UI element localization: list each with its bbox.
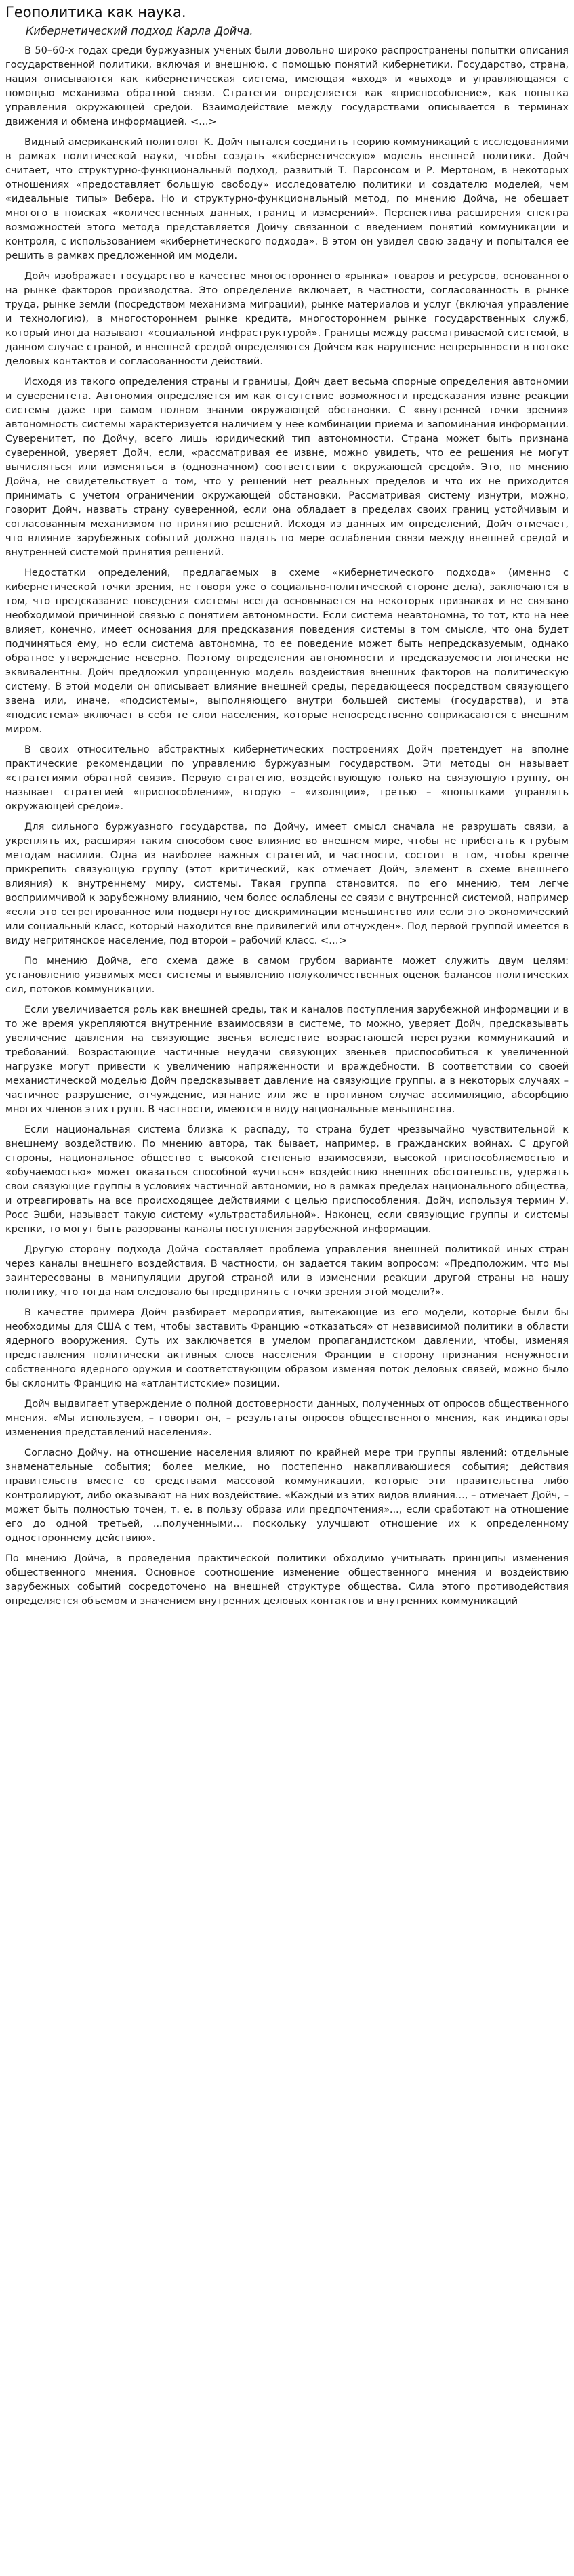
paragraph: По мнению Дойча, в проведения практической политики обходимо учитывать принципы изменения общественного мнения. Основное соотношение изменение общественного мнения и воздействию зарубежных событий сосредоточено на внешней структуре общества. Сила этого противодействия определяется объемом и значением внутренних деловых контактов и внутренних коммуникаций [5,1553,569,1607]
paragraph: В качестве примера Дойч разбирает мероприятия, вытекающие из его модели, которые были бы необходимы для США с тем, чтобы заставить Францию «отказаться» от независимой политики в области ядерного вооружения. Суть их заключается в умелом пропагандистском давлении, чтобы, изменяя представления политически активных слоев населения Франции в сторону признания ненужности собственного ядерного оружия и соответствующим образом изменяя поток деловых связей, можно было бы склонить Францию на «атлантистские» позиции. [5,1307,569,1389]
article-subtitle: Кибернетический подход Карла Дойча. [26,24,253,37]
paragraph: Дойч выдвигает утверждение о полной достоверности данных, полученных от опросов общественного мнения. «Мы используем, – говорит он, – результаты опросов общественного мнения, как индикаторы изменения представлений населения». [5,1399,569,1438]
paragraph: По мнению Дойча, его схема даже в самом грубом варианте может служить двум целям: установлению уязвимых мест системы и выявлению полуколичественных оценок балансов политических сил, потоков коммуникации. [5,956,569,995]
paragraph: Если увеличивается роль как внешней среды, так и каналов поступления зарубежной информации и в то же время укрепляются внутренние взаимосвязи в системе, то можно, уверяет Дойч, предсказывать увеличение давления на связующие звенья вследствие возрастающей перегрузки коммуникаций и требований. Возрастающие частичные неудачи связующих звеньев приспособиться к увеличенной нагрузке могут привести к увеличению напряженности и враждебности. В соответствии со своей механистической моделью Дойч предсказывает давление на связующие группы, а в некоторых случаях – частичное разрушение, отчуждение, изгнание или же в противном случае ассимиляцию, абсорбцию многих членов этих групп. В частности, имеются в виду национальные меньшинства. [5,1005,569,1115]
paragraph: Другую сторону подхода Дойча составляет проблема управления внешней политикой иных стран через каналы внешнего воздействия. В частности, он задается таким вопросом: «Предположим, что мы заинтересованы в манипуляции другой страной или в изменении реакции другой страны на нашу политику, что тогда нам следовало бы предпринять с точки зрения этой модели?». [5,1244,569,1298]
paragraph: Если национальная система близка к распаду, то страна будет чрезвычайно чувствительной к внешнему воздействию. По мнению автора, так бывает, например, в гражданских войнах. С другой стороны, национальное общество с высокой степенью взаимосвязи, высокой приспособляемостью и «обучаемостью» может оказаться способной «учиться» воздействию внешних обстоятельств, удержать свои связующие группы в условиях частичной автономии, но в рамках пределах национального общества, и отреагировать на все происходящее действиями с целью приспособления. Дойч, используя термин У. Росс Эшби, называет такую систему «ультрастабильной». Наконец, если связующие группы и системы крепки, то могут быть разорваны каналы поступления зарубежной информации. [5,1124,569,1235]
paragraph: В 50–60-х годах среди буржуазных ученых были довольно широко распространены попытки описания государственной политики, включая и внешнюю, с помощью понятий кибернетики. Государство, страна, нация описываются как кибернетическая система, имеющая «вход» и «выход» и управляющаяся с помощью механизма обратной связи. Стратегия определяется как «приспособление», как попытка управления окружающей средой. Взаимодействие между государствами описывается в терминах движения и обмена информацией. <…> [5,45,569,127]
paragraph: Видный американский политолог К. Дойч пытался соединить теорию коммуникаций с исследованиями в рамках политической науки, чтобы создать «кибернетическую» модель внешней политики. Дойч считает, что структурно-функциональный подход, развитый Т. Парсонсом и Р. Мертоном, в некоторых отношениях «предоставляет большую свободу» исследователю политики и создателю моделей, чем «идеальные типы» Вебера. Но и структурно-функциональный метод, по мнению Дойча, не обещает многого в поисках «количественных данных, границ и измерений». Перспектива расширения спектра возможностей этого метода представляется Дойчу связанной с введением понятий коммуникации и контроля, с использованием «кибернетического подхода». В этом он увидел свою задачу и попытался ее решить в рамках предложенной им модели. [5,137,569,261]
paragraph: Согласно Дойчу, на отношение населения влияют по крайней мере три группы явлений: отдельные знаменательные события; более мелкие, но постепенно накапливающиеся события; действия правительств вместе со средствами массовой коммуникации, которые эти правительства либо контролируют, либо оказывают на них воздействие. «Каждый из этих видов влияния..., – отмечает Дойч, – может быть полностью точен, т. е. в пользу образа или предпочтения»..., если сработают на отношение его до одной третьей, ...полученными... поскольку улучшают отношение их к определенному одностороннему действию». [5,1448,569,1544]
paragraph: Недостатки определений, предлагаемых в схеме «кибернетического подхода» (именно с кибернетической точки зрения, не говоря уже о социально-политической стороне дела), заключаются в том, что предсказание поведения системы всегда основывается на некоторых признаках и не связано необходимой причинной связью с понятием автономности. Если система неавтономна, то тот, кто на нее влияет, конечно, имеет основания для предсказания поведения системы в том смысле, что она будет подчиняться ему, но если система автономна, то ее поведение может быть непредсказуемым, однако обратное утверждение неверно. Поэтому определения автономности и предсказуемости логически не эквивалентны. Дойч предложил упрощенную модель воздействия внешних факторов на политическую систему. В этой модели он описывает влияние внешней среды, передающееся посредством связующего звена или, иначе, «подсистемы», выполняющего внутри большей системы (государства), и эта «подсистема» включает в себя те слои населения, которые непосредственно соприкасаются с внешним миром. [5,568,569,735]
paragraph: Исходя из такого определения страны и границы, Дойч дает весьма спорные определения автономии и суверенитета. Автономия определяется им как отсутствие возможности предсказания извне реакции системы даже при самом полном знании окружающей обстановки. С «внутренней точки зрения» автономность системы характеризуется наличием у нее комбинации приема и запоминания информации. Суверенитет, по Дойчу, всего лишь юридический тип автономности. Страна может быть признана суверенной, уверяет Дойч, если, «рассматривая ее извне, можно увидеть, что ее решения не могут вычисляться или изменяться в (однозначном) соответствии с окружающей средой». Это, по мнению Дойча, не свидетельствует о том, что у решений нет реальных пределов и что их не приходится принимать с учетом ограничений окружающей обстановки. Рассматривая систему изнутри, можно, говорит Дойч, назвать страну суверенной, если она обладает в пределах своих границ устойчивым и согласованным механизмом по принятию решений. Исходя из данных им определений, Дойч отмечает, что влияние зарубежных событий должно падать по мере ослабления связи между внешней средой и внутренней системой принятия решений. [5,377,569,558]
paragraph: Для сильного буржуазного государства, по Дойчу, имеет смысл сначала не разрушать связи, а укреплять их, расширяя таким способом свое влияние во внешнем мире, чтобы не прибегать к грубым методам насилия. Одна из наиболее важных стратегий, и частности, состоит в том, чтобы крепче прикрепить связующую группу (этот критический, как отмечает Дойч, элемент в схеме внешнего влияния) к внутреннему миру, системы. Такая группа становится, по его мнению, тем легче восприимчивой к зарубежному влиянию, чем более ослаблены ее связи с внутренней системой, например «если это сегрегированное или подвергнутое дискриминации меньшинство или если это экономический или социальный класс, который находится вне привилегий или отчужден». Под первой группой имеется в виду негритянское население, под второй – рабочий класс. <…> [5,822,569,946]
paragraph: Дойч изображает государство в качестве многостороннего «рынка» товаров и ресурсов, основанного на рынке факторов производства. Это определение включает, в частности, согласованность в рынке труда, рынке земли (посредством механизма миграции), рынке материалов и услуг (включая управление и технологию), в многостороннем рынке кредита, многостороннем рынке государственных служб, который иногда называют «социальной инфраструктурой». Границы между рассматриваемой системой, в данном случае страной, и внешней средой определяются Дойчем как нарушение непрерывности в потоке деловых контактов и согласованности действий. [5,271,569,367]
paragraph: В своих относительно абстрактных кибернетических построениях Дойч претендует на вполне практические рекомендации по управлению буржуазным государством. Эти методы он называет «стратегиями обратной связи». Первую стратегию, воздействующую только на связующую группу, он называет стратегией «приспособления», вторую – «изоляции», третью – «попытками управлять окружающей средой». [5,744,569,812]
article-title: Геополитика как наука. [5,4,186,20]
